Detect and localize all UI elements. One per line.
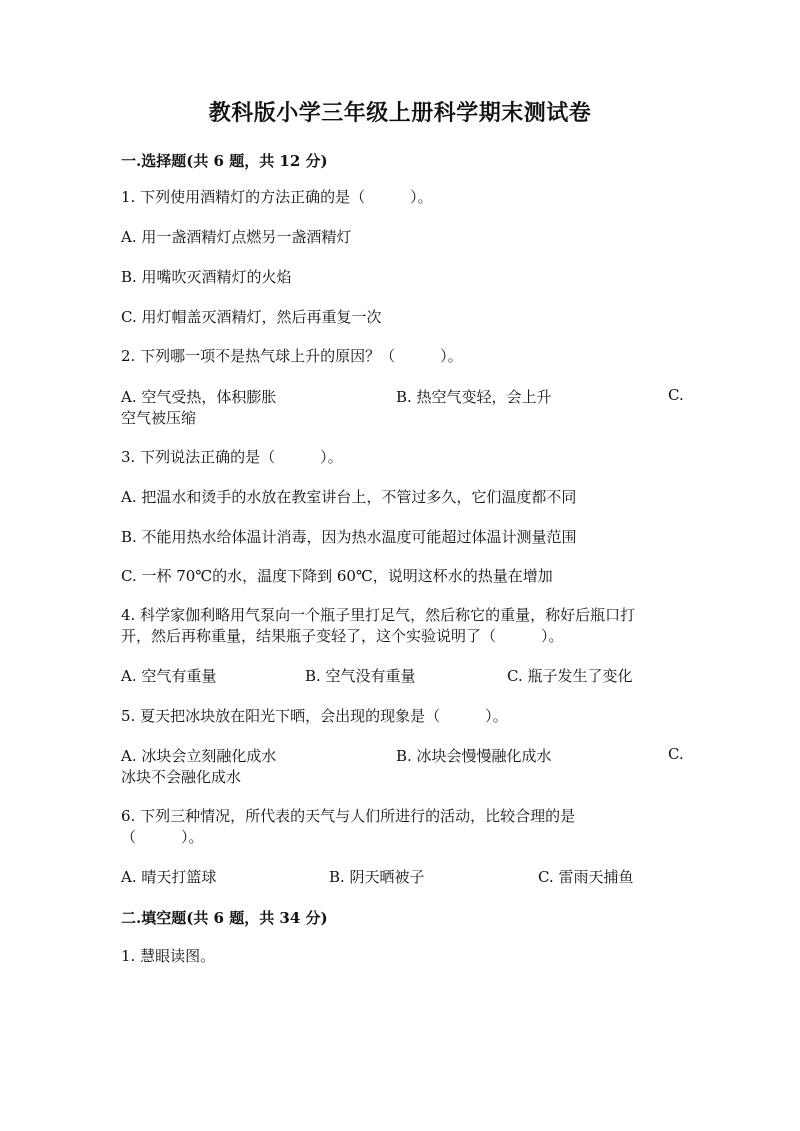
question-3-option-c: C. 一杯 70℃的水，温度下降到 60℃，说明这杯水的热量在增加 (121, 567, 553, 585)
question-3-stem: 3. 下列说法正确的是（ ）。 (121, 448, 343, 466)
question-4-option-b: B. 空气没有重量 (305, 667, 416, 685)
fill-question-1: 1. 慧眼读图。 (121, 947, 216, 965)
question-5-option-c-marker: C. (668, 745, 684, 763)
question-3-option-b: B. 不能用热水给体温计消毒，因为热水温度可能超过体温计测量范围 (121, 528, 577, 546)
question-1-stem: 1. 下列使用酒精灯的方法正确的是（ ）。 (121, 188, 433, 206)
question-2-stem: 2. 下列哪一项不是热气球上升的原因？（ ）。 (121, 347, 463, 365)
question-6-stem-line2: （ ）。 (121, 828, 204, 846)
question-6-option-b: B. 阴天晒被子 (329, 868, 425, 886)
question-1-option-c: C. 用灯帽盖灭酒精灯，然后再重复一次 (121, 308, 382, 326)
question-4-stem-line1: 4. 科学家伽利略用气泵向一个瓶子里打足气，然后称它的重量，称好后瓶口打 (121, 606, 636, 624)
question-4-option-c: C. 瓶子发生了变化 (507, 667, 633, 685)
question-6-option-c: C. 雷雨天捕鱼 (538, 868, 634, 886)
question-2-option-b: B. 热空气变轻，会上升 (396, 388, 552, 406)
section-heading-fill: 二.填空题(共 6 题，共 34 分) (121, 909, 328, 927)
question-5-option-b: B. 冰块会慢慢融化成水 (396, 747, 552, 765)
question-5-stem: 5. 夏天把冰块放在阳光下晒，会出现的现象是（ ）。 (121, 707, 508, 725)
question-1-option-b: B. 用嘴吹灭酒精灯的火焰 (121, 268, 292, 286)
question-2-option-c-marker: C. (668, 386, 684, 404)
page-title: 教科版小学三年级上册科学期末测试卷 (208, 100, 592, 126)
question-5-option-a: A. 冰块会立刻融化成水 (121, 747, 277, 765)
question-5-option-c-text: 冰块不会融化成水 (121, 768, 242, 786)
question-2-option-a: A. 空气受热，体积膨胀 (121, 388, 277, 406)
question-6-stem-line1: 6. 下列三种情况，所代表的天气与人们所进行的活动，比较合理的是 (121, 807, 576, 825)
section-heading-choice: 一.选择题(共 6 题，共 12 分) (121, 152, 328, 170)
question-6-option-a: A. 晴天打篮球 (121, 868, 217, 886)
question-4-option-a: A. 空气有重量 (121, 667, 217, 685)
question-1-option-a: A. 用一盏酒精灯点燃另一盏酒精灯 (121, 228, 352, 246)
question-4-stem-line2: 开，然后再称重量，结果瓶子变轻了，这个实验说明了（ ）。 (121, 627, 564, 645)
question-2-option-c-text: 空气被压缩 (121, 409, 197, 427)
question-3-option-a: A. 把温水和烫手的水放在教室讲台上，不管过多久，它们温度都不同 (121, 488, 577, 506)
